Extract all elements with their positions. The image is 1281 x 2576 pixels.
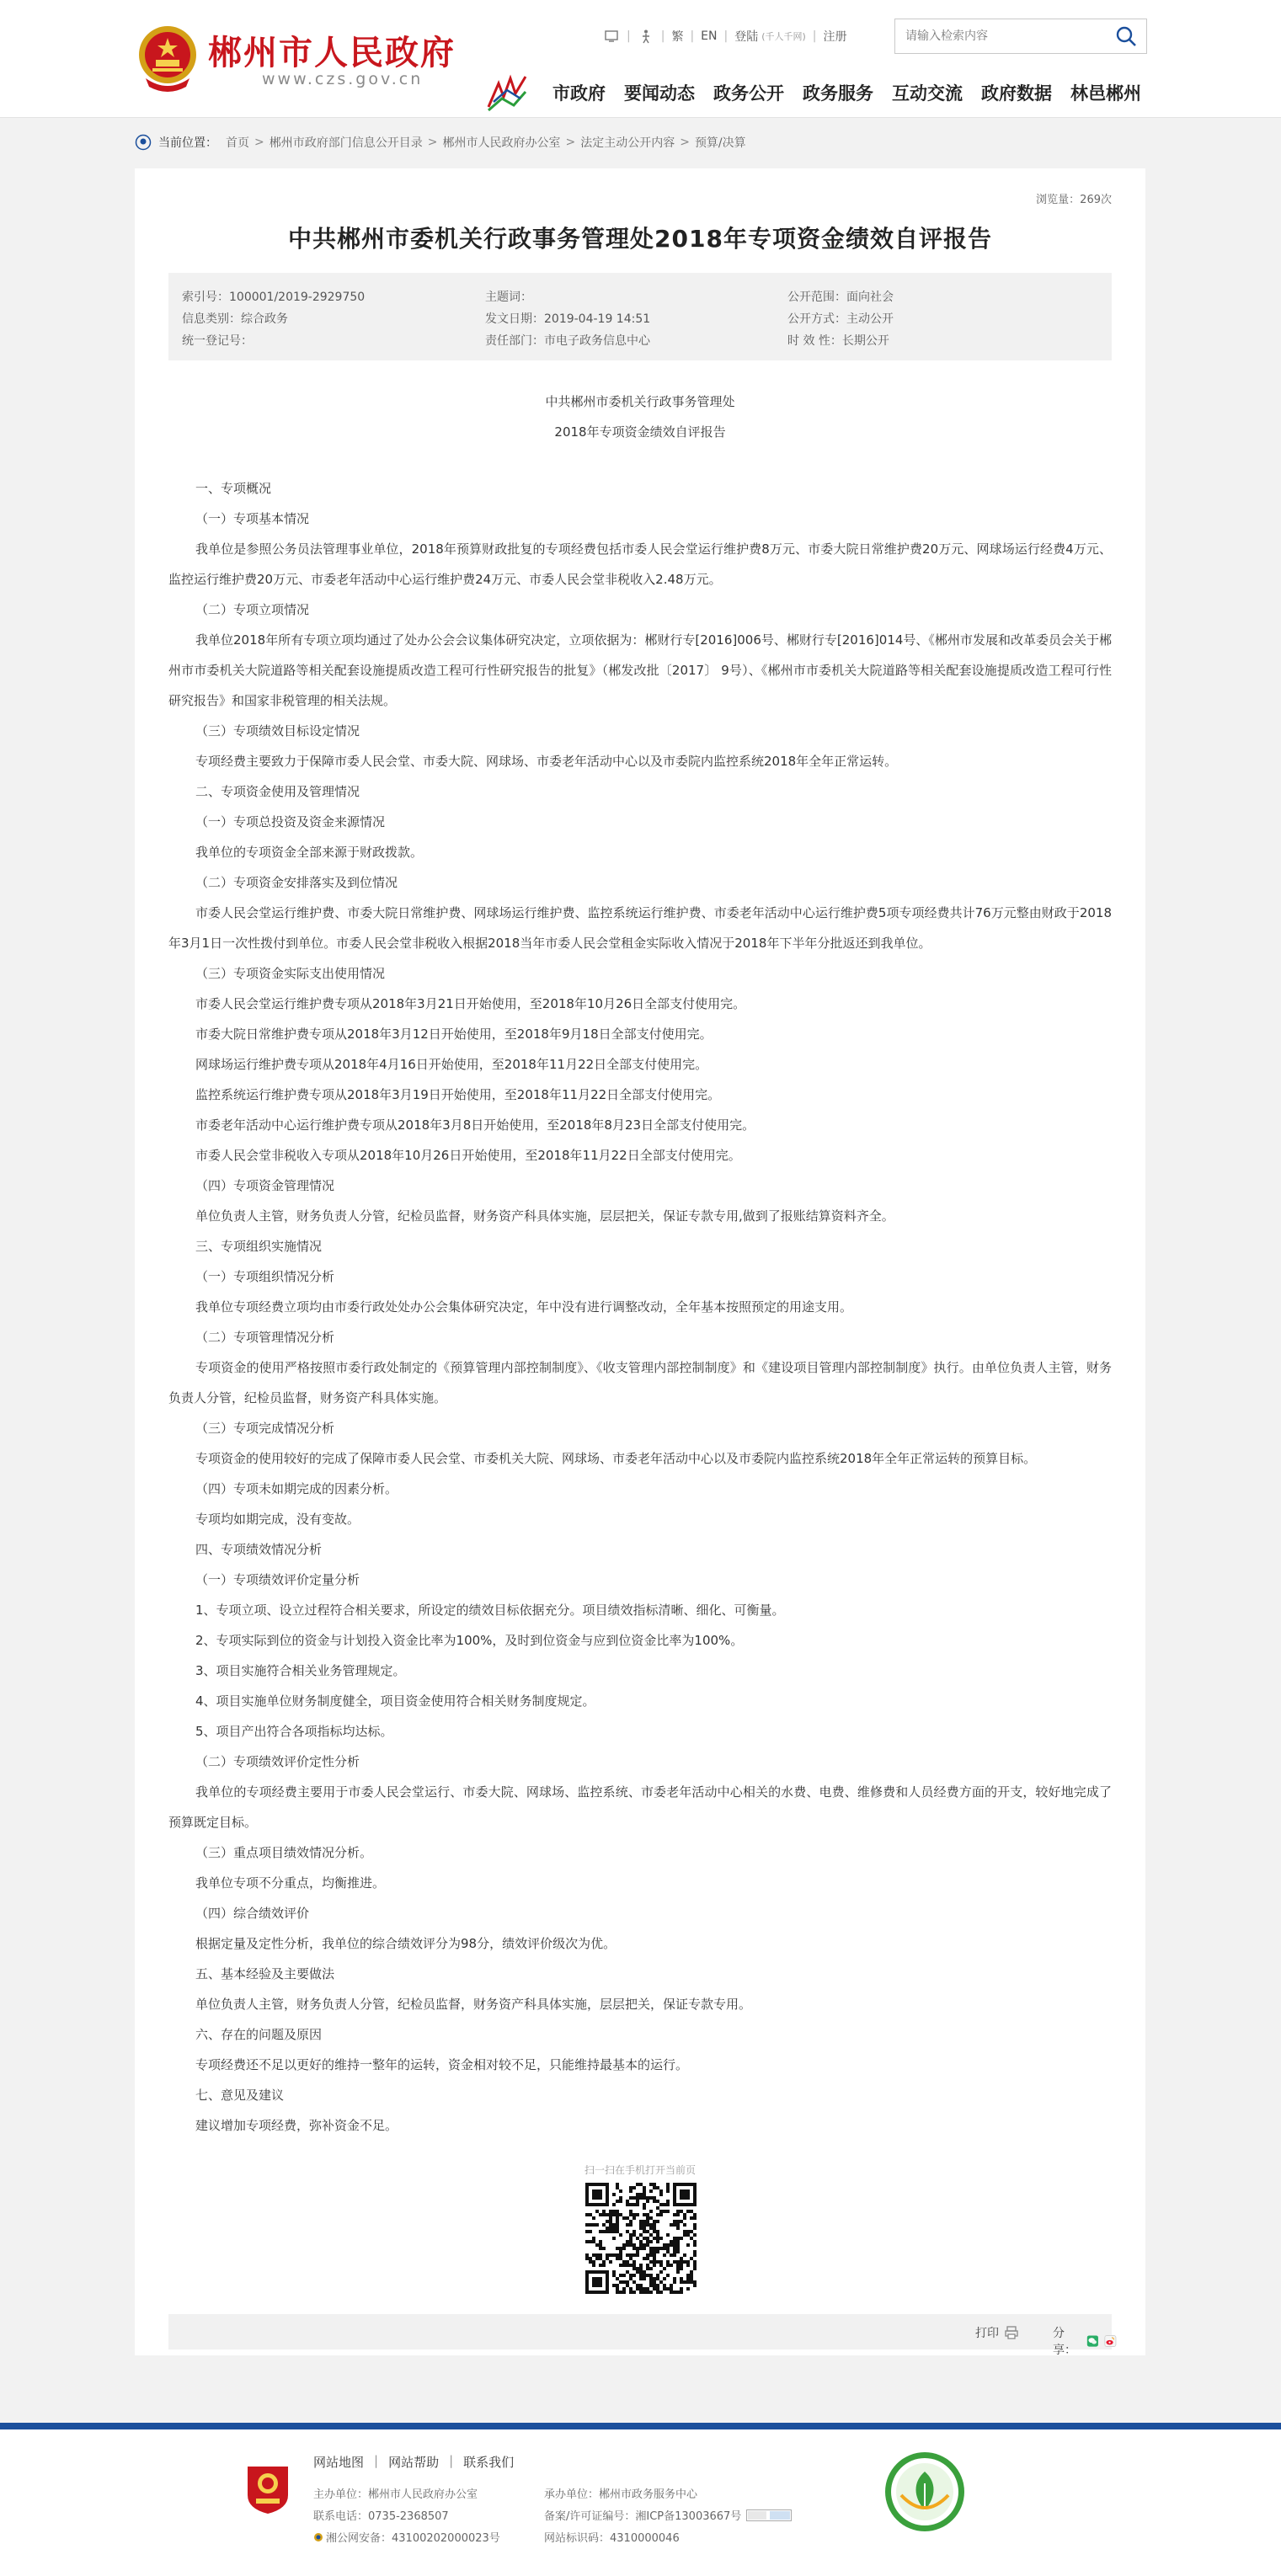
footer-link-contact[interactable]: 联系我们 bbox=[463, 2455, 515, 2470]
footer-divider bbox=[0, 2423, 1281, 2429]
article-paragraph: 根据定量及定性分析，我单位的综合绩效评分为98分，绩效评价级次为优。 bbox=[195, 1936, 616, 1951]
document-heading-title: 2018年专项资金绩效自评报告 bbox=[554, 424, 726, 440]
site-name: 郴州市人民政府 bbox=[208, 34, 456, 72]
article-paragraph: （四）专项资金管理情况 bbox=[195, 1178, 335, 1193]
article-paragraph: 我单位是参照公务员法管理事业单位，2018年预算财政批复的专项经费包括市委人民会堂运行维护费8万元、市委大院日常维护费20万元、网球场运行经费4万元、监控运行维护费20万元、市委老年活动中心运行维护费24万元、市委人民会堂非税收入2.48万元。 bbox=[168, 541, 1112, 587]
traditional-chinese-link[interactable]: 繁 bbox=[671, 30, 684, 44]
site-footer bbox=[0, 2429, 1281, 2576]
nav-item-gov-services[interactable]: 政务服务 bbox=[803, 83, 873, 104]
nav-item-linyi-chenzhou[interactable]: 林邑郴州 bbox=[1070, 83, 1141, 104]
divider: | bbox=[690, 29, 695, 43]
meta-scope: 公开范围：面向社会 bbox=[787, 291, 894, 304]
login-link[interactable]: 登陆 bbox=[734, 30, 759, 44]
article-paragraph: 3、项目实施符合相关业务管理规定。 bbox=[195, 1663, 406, 1678]
divider: | bbox=[723, 29, 729, 43]
article-paragraph: （三）专项资金实际支出使用情况 bbox=[195, 966, 386, 981]
article-paragraph: （四）专项未如期完成的因素分析。 bbox=[195, 1481, 398, 1496]
login-sub-label: (千人千网) bbox=[761, 31, 806, 42]
article-paragraph: 单位负责人主管，财务负责人分管，纪检员监督，财务资产科具体实施，层层把关，保证专款专用。 bbox=[195, 1997, 752, 2012]
breadcrumb bbox=[135, 133, 746, 152]
search-input[interactable] bbox=[895, 19, 1106, 53]
qr-code-icon bbox=[585, 2183, 697, 2294]
print-label: 打印 bbox=[975, 2327, 999, 2340]
party-gov-badge-icon bbox=[244, 2463, 291, 2515]
breadcrumb-item[interactable]: 郴州市人民政府办公室 bbox=[442, 136, 561, 150]
share-bar bbox=[168, 2314, 1112, 2357]
article-paragraph: （三）专项绩效目标设定情况 bbox=[195, 723, 360, 739]
article-paragraph: （一）专项总投资及资金来源情况 bbox=[195, 814, 386, 829]
metadata-box bbox=[168, 273, 1112, 360]
nav-decoration-icon bbox=[485, 73, 529, 112]
meta-index-no: 索引号：100001/2019-2929750 bbox=[182, 291, 366, 304]
article-paragraph: （二）专项立项情况 bbox=[195, 602, 310, 617]
footer-operator: 承办单位：郴州市政务服务中心 bbox=[544, 2488, 698, 2501]
article-paragraph: 我单位的专项资金全部来源于财政拨款。 bbox=[195, 845, 424, 860]
article-paragraph: 我单位的专项经费主要用于市委人民会堂运行、市委大院、网球场、监控系统、市委老年活动中心相关的水费、电费、维修费和人员经费方面的开支，较好地完成了预算既定目标。 bbox=[168, 1784, 1112, 1830]
article-body bbox=[168, 473, 1112, 2141]
article-paragraph: 建议增加专项经费，弥补资金不足。 bbox=[195, 2118, 398, 2133]
english-link[interactable]: EN bbox=[701, 29, 718, 43]
breadcrumb-separator: > bbox=[565, 136, 576, 149]
breadcrumb-separator: > bbox=[254, 136, 264, 149]
article-paragraph: 六、存在的问题及原因 bbox=[195, 2027, 323, 2042]
footer-police-text: 湘公网安备：43100202000023号 bbox=[326, 2532, 500, 2545]
weibo-icon[interactable] bbox=[1104, 2333, 1117, 2349]
article-paragraph: 网球场运行维护费专项从2018年4月16日开始使用，至2018年11月22日全部支付使用完。 bbox=[195, 1057, 708, 1072]
search-icon bbox=[1115, 25, 1137, 47]
article-paragraph: 我单位2018年所有专项立项均通过了处办公会会议集体研究决定，立项依据为：郴财行专[2016]006号、郴财行专[2016]014号、《郴州市发展和改革委员会关于郴州市市委机关大院道路等相关配套设施提质改造工程可行性研究报告的批复》（郴发改批〔2017〕 9号）、《郴州市市委机关大院道路等相关配套设施提质改造工程可行性研究报告》和国家非税管理的相关法规。 bbox=[168, 632, 1112, 708]
breadcrumb-item[interactable]: 首页 bbox=[226, 136, 249, 150]
divider: | bbox=[627, 29, 631, 43]
article-paragraph: 专项资金的使用较好的完成了保障市委人民会堂、市委机关大院、网球场、市委老年活动中心以及市委院内监控系统2018年全年正常运转的预算目标。 bbox=[195, 1451, 1037, 1466]
view-count: 浏览量：269次 bbox=[1036, 194, 1112, 206]
footer-contact: 联系电话：0735-2368507 bbox=[313, 2510, 449, 2523]
divider: | bbox=[812, 29, 817, 43]
article-paragraph: 七、意见及建议 bbox=[195, 2088, 285, 2103]
icp-badge-icon bbox=[746, 2509, 792, 2521]
article-paragraph: （三）专项完成情况分析 bbox=[195, 1421, 335, 1436]
article-paragraph: （一）专项组织情况分析 bbox=[195, 1269, 335, 1284]
article-paragraph: （四）综合绩效评价 bbox=[195, 1906, 310, 1921]
article-paragraph: 一、专项概况 bbox=[195, 481, 272, 496]
main-nav bbox=[485, 72, 1141, 113]
print-button[interactable] bbox=[975, 2324, 1019, 2341]
article-paragraph: （二）专项绩效评价定性分析 bbox=[195, 1754, 360, 1769]
footer-link-sitemap[interactable]: 网站地图 bbox=[313, 2455, 365, 2470]
article-paragraph: 二、专项资金使用及管理情况 bbox=[195, 784, 360, 799]
national-emblem-icon bbox=[137, 23, 198, 93]
meta-dept: 责任部门：市电子政务信息中心 bbox=[485, 334, 650, 348]
divider: | bbox=[374, 2453, 379, 2468]
search-box bbox=[894, 19, 1147, 54]
article-paragraph: 市委人民会堂运行维护费、市委大院日常维护费、网球场运行维护费、监控系统运行维护费、市委老年活动中心运行维护费5项专项经费共计76万元整由财政于2018年3月1日一次性拨付到单位。市委人民会堂非税收入根据2018当年市委人民会堂租金实际收入情况于2018年下半年分批返还到我单位。 bbox=[168, 905, 1112, 951]
article-paragraph: 四、专项绩效情况分析 bbox=[195, 1542, 323, 1557]
breadcrumb-label: 当前位置： bbox=[158, 136, 217, 150]
footer-site-code: 网站标识码：4310000046 bbox=[544, 2532, 680, 2545]
article-paragraph: 五、基本经验及主要做法 bbox=[195, 1966, 335, 1981]
divider: | bbox=[660, 29, 665, 43]
site-url: www.czs.gov.cn bbox=[262, 70, 424, 88]
top-links bbox=[603, 24, 847, 49]
nav-item-gov-info[interactable]: 政务公开 bbox=[713, 83, 784, 104]
article-paragraph: 专项经费主要致力于保障市委人民会堂、市委大院、网球场、市委老年活动中心以及市委院内监控系统2018年全年正常运转。 bbox=[195, 754, 898, 769]
article-paragraph: 1、专项立项、设立过程符合相关要求，所设定的绩效目标依据充分。项目绩效指标清晰、细化、可衡量。 bbox=[195, 1603, 785, 1618]
article-paragraph: 专项资金的使用严格按照市委行政处制定的《预算管理内部控制制度》、《收支管理内部控制制度》和《建设项目管理内部控制制度》执行。由单位负责人主管，财务负责人分管，纪检员监督，财务资产科具体实施。 bbox=[168, 1360, 1112, 1405]
article-paragraph: 专项均如期完成，没有变故。 bbox=[195, 1512, 360, 1527]
share-label: 分享： bbox=[1053, 2327, 1076, 2357]
footer-icp-text[interactable]: 备案/许可证编号：湘ICP备13003667号 bbox=[544, 2510, 742, 2523]
site-header bbox=[0, 0, 1281, 118]
meta-method: 公开方式：主动公开 bbox=[787, 312, 894, 326]
article-paragraph: 市委人民会堂运行维护费专项从2018年3月21日开始使用，至2018年10月26日全部支付使用完。 bbox=[195, 996, 746, 1011]
meta-reg-no: 统一登记号： bbox=[182, 334, 253, 348]
article-paragraph: （一）专项基本情况 bbox=[195, 511, 310, 526]
breadcrumb-item[interactable]: 法定主动公开内容 bbox=[580, 136, 675, 150]
qr-label: 扫一扫在手机打开当前页 bbox=[584, 2164, 696, 2176]
wechat-icon[interactable] bbox=[1086, 2333, 1099, 2349]
page-title: 中共郴州市委机关行政事务管理处2018年专项资金绩效自评报告 bbox=[288, 225, 992, 253]
gov-website-certification-icon[interactable] bbox=[883, 2450, 967, 2534]
accessibility-icon[interactable] bbox=[603, 28, 620, 45]
article-paragraph: 监控系统运行维护费专项从2018年3月19日开始使用，至2018年11月22日全部支付使用完。 bbox=[195, 1087, 721, 1102]
article-paragraph: 市委人民会堂非税收入专项从2018年10月26日开始使用，至2018年11月22日全部支付使用完。 bbox=[195, 1148, 741, 1163]
footer-links bbox=[313, 2453, 514, 2471]
article-paragraph: 单位负责人主管，财务负责人分管，纪检员监督，财务资产科具体实施，层层把关，保证专款专用,做到了报账结算资料齐全。 bbox=[195, 1208, 894, 1224]
breadcrumb-separator: > bbox=[427, 136, 438, 149]
article-paragraph: 我单位专项不分重点，均衡推进。 bbox=[195, 1875, 386, 1891]
breadcrumb-item[interactable]: 郴州市政府部门信息公开目录 bbox=[269, 136, 423, 150]
article-paragraph: 我单位专项经费立项均由市委行政处处办公会集体研究决定，年中没有进行调整改动，全年基本按照预定的用途支用。 bbox=[195, 1299, 853, 1315]
article-paragraph: （一）专项绩效评价定量分析 bbox=[195, 1572, 360, 1587]
nav-item-gov-data[interactable]: 政府数据 bbox=[981, 83, 1052, 104]
article-paragraph: 专项经费还不足以更好的维持一整年的运转，资金相对较不足，只能维持最基本的运行。 bbox=[195, 2057, 689, 2072]
nav-item-city-government[interactable]: 市政府 bbox=[552, 83, 606, 104]
meta-date: 发文日期：2019-04-19 14:51 bbox=[485, 312, 651, 326]
document-heading-org: 中共郴州市委机关行政事务管理处 bbox=[545, 394, 735, 409]
footer-sponsor: 主办单位：郴州市人民政府办公室 bbox=[313, 2488, 478, 2501]
location-pin-icon bbox=[135, 134, 152, 151]
article-paragraph: 市委老年活动中心运行维护费专项从2018年3月8日开始使用，至2018年8月23日全部支付使用完。 bbox=[195, 1117, 755, 1133]
nav-item-interaction[interactable]: 互动交流 bbox=[892, 83, 963, 104]
share-group bbox=[1053, 2324, 1117, 2358]
footer-link-help[interactable]: 网站帮助 bbox=[388, 2455, 440, 2470]
nav-item-news[interactable]: 要闻动态 bbox=[624, 83, 695, 104]
elder-mode-icon[interactable] bbox=[638, 28, 654, 45]
article-paragraph: 5、项目产出符合各项指标均达标。 bbox=[195, 1724, 393, 1739]
article-paragraph: （二）专项资金安排落实及到位情况 bbox=[195, 875, 398, 890]
site-logo[interactable] bbox=[137, 21, 491, 97]
police-badge-icon bbox=[313, 2532, 323, 2542]
article-card bbox=[135, 168, 1145, 2355]
breadcrumb-separator: > bbox=[680, 136, 690, 149]
search-button[interactable] bbox=[1106, 19, 1146, 53]
divider: | bbox=[449, 2453, 454, 2468]
breadcrumb-item[interactable]: 预算/决算 bbox=[694, 136, 746, 150]
footer-icp-record bbox=[544, 2507, 792, 2523]
meta-subject: 主题词： bbox=[485, 291, 532, 304]
meta-validity: 时 效 性：长期公开 bbox=[787, 334, 889, 348]
article-paragraph: 市委大院日常维护费专项从2018年3月12日开始使用，至2018年9月18日全部支付使用完。 bbox=[195, 1027, 713, 1042]
footer-police-record bbox=[313, 2529, 500, 2545]
article-paragraph: 三、专项组织实施情况 bbox=[195, 1239, 323, 1254]
article-paragraph: （三）重点项目绩效情况分析。 bbox=[195, 1845, 373, 1860]
article-paragraph: （二）专项管理情况分析 bbox=[195, 1330, 335, 1345]
printer-icon bbox=[1004, 2325, 1019, 2340]
article-paragraph: 2、专项实际到位的资金与计划投入资金比率为100%，及时到位资金与应到位资金比率为100%。 bbox=[195, 1633, 744, 1648]
register-link[interactable]: 注册 bbox=[823, 30, 847, 44]
article-paragraph: 4、项目实施单位财务制度健全，项目资金使用符合相关财务制度规定。 bbox=[195, 1693, 595, 1709]
meta-category: 信息类别：综合政务 bbox=[182, 312, 288, 326]
